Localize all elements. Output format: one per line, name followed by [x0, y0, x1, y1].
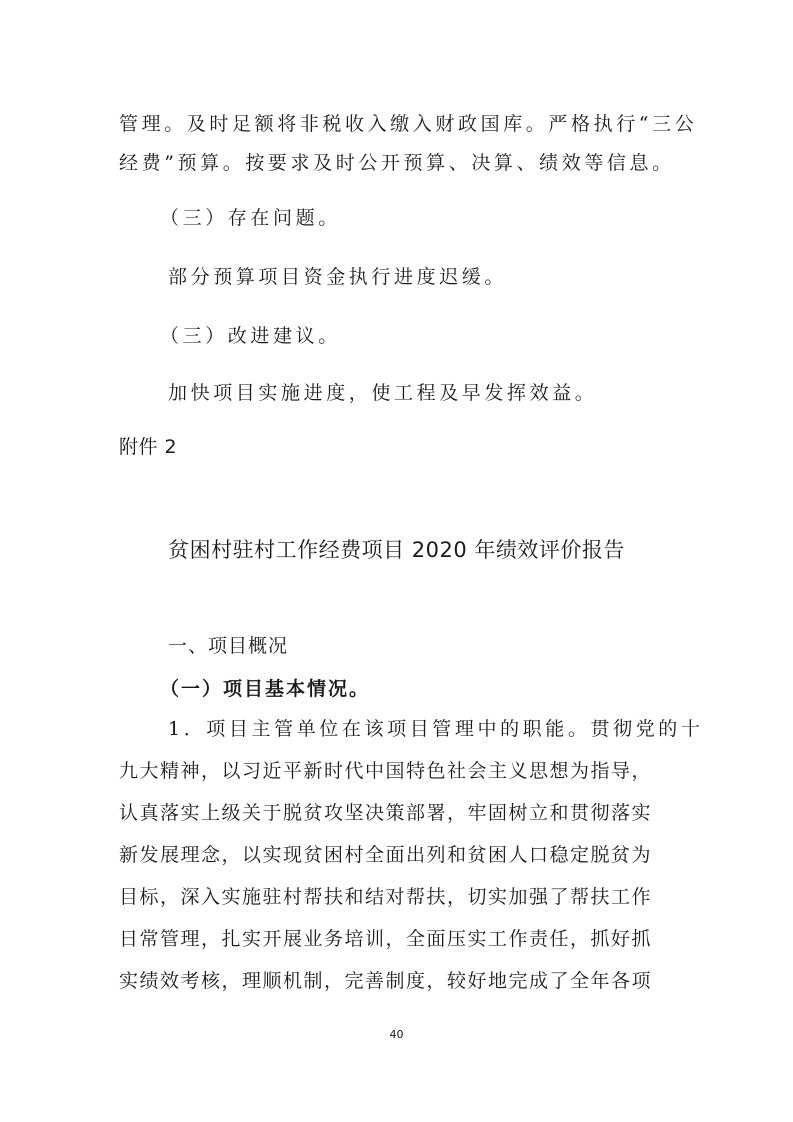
paragraph-line: 认真落实上级关于脱贫攻坚决策部署，牢固树立和贯彻落实 — [119, 802, 653, 824]
body-line: 经费”预算。按要求及时公开预算、决算、绩效等信息。 — [119, 152, 675, 174]
text-suggestions: 加快项目实施进度，使工程及早发挥效益。 — [168, 382, 598, 404]
section-heading: 一、项目概况 — [168, 635, 289, 657]
paragraph-line: 日常管理，扎实开展业务培训，全面压实工作责任，抓好抓 — [119, 928, 653, 950]
paragraph-line: 目标，深入实施驻村帮扶和结对帮扶，切实加强了帮扶工作 — [119, 886, 653, 908]
paragraph-line: 九大精神，以习近平新时代中国特色社会主义思想为指导， — [119, 760, 653, 782]
subsection-heading: （一）项目基本情况。 — [160, 678, 371, 700]
report-title: 贫困村驻村工作经费项目 2020 年绩效评价报告 — [168, 538, 625, 562]
text-problems: 部分预算项目资金执行进度迟缓。 — [168, 266, 508, 288]
paragraph-line: 新发展理念，以实现贫困村全面出列和贫困人口稳定脱贫为 — [119, 844, 653, 866]
page-number: 40 — [389, 1028, 404, 1041]
paragraph-line: 1．项目主管单位在该项目管理中的职能。贯彻党的十 — [168, 718, 704, 740]
heading-problems: （三）存在问题。 — [160, 207, 341, 229]
body-line: 管理。及时足额将非税收入缴入财政国库。严格执行“三公 — [119, 113, 698, 135]
attachment-label: 附件 2 — [119, 436, 178, 458]
heading-suggestions: （三）改进建议。 — [160, 325, 341, 347]
paragraph-line: 实绩效考核，理顺机制，完善制度，较好地完成了全年各项 — [119, 970, 653, 992]
